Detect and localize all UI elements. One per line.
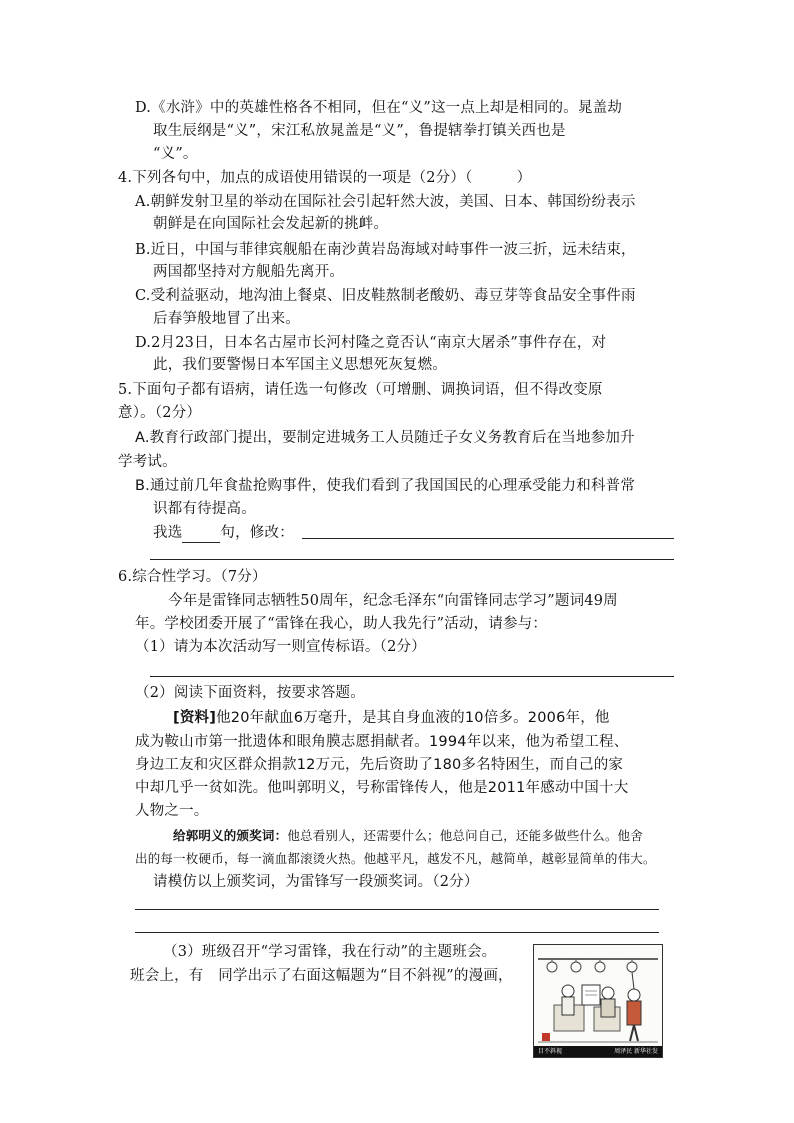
q5-stem-line2: 意）。（2分）: [118, 405, 202, 421]
q5-option-a-line1: A.教育行政部门提出，要制定进城务工人员随迁子女义务教育后在当地参加升: [135, 430, 635, 446]
cartoon-credit: 周泽民 新华社发: [614, 1048, 658, 1055]
q6-imitate-prompt: 请模仿以上颁奖词，为雷锋写一段颁奖词。（2分）: [153, 874, 479, 890]
q6-award-answer-line-1[interactable]: [135, 909, 659, 910]
q6-material-line1: [资料]他20年献血6万毫升，是其自身血液的10倍多。2006年，他: [173, 710, 610, 726]
q5-choose-prefix: 我选: [153, 525, 183, 541]
q6-intro-line1: 今年是雷锋同志牺牲50周年，纪念毛泽东“向雷锋同志学习”题词49周: [168, 593, 618, 609]
q6-sub3-line2: 班会上，有 同学出示了右面这幅题为“目不斜视”的漫画，: [130, 968, 513, 984]
q5-option-b-line1: B.通过前几年食盐抢购事件，使我们看到了我国国民的心理承受能力和科普常: [135, 478, 636, 494]
q4-option-a-line1: A.朝鲜发射卫星的举动在国际社会引起轩然大波，美国、日本、韩国纷纷表示: [135, 194, 636, 210]
q6-slogan-answer-line[interactable]: [150, 676, 674, 677]
q4-option-d-line2: 此，我们要警惕日本军国主义思想死灰复燃。: [153, 357, 447, 373]
q3-option-d-line2: 取生辰纲是“义”，宋江私放晁盖是“义”，鲁提辖拳打镇关西也是: [153, 123, 566, 139]
q4-option-c-line1: C.受利益驱动，地沟油上餐桌、旧皮鞋熬制老酸奶、毒豆芽等食品安全事件雨: [135, 288, 636, 304]
q3-option-d-line1: D.《水浒》中的英雄性格各不相同，但在“义”这一点上却是相同的。晁盖劫: [135, 100, 623, 116]
cartoon-drawing: [534, 945, 662, 1046]
q4-option-b-line1: B.近日，中国与菲律宾舰船在南沙黄岩岛海域对峙事件一波三折，远未结束，: [135, 242, 636, 258]
q5-answer-line-2[interactable]: [150, 559, 674, 560]
q5-option-b-line2: 识都有待提高。: [153, 501, 256, 517]
q6-intro-line2: 年。学校团委开展了“雷锋在我心，助人我先行”活动，请参与：: [135, 616, 548, 632]
q6-award-answer-line-2[interactable]: [135, 932, 659, 933]
q6-stem: 6.综合性学习。（7分）: [118, 569, 267, 585]
cartoon-title: 目不斜视: [538, 1048, 563, 1055]
q6-sub2: （2）阅读下面资料，按要求答题。: [135, 685, 365, 701]
q5-sentence-blank[interactable]: [182, 528, 220, 543]
q4-stem: 4.下列各句中，加点的成语使用错误的一项是（2分）（ ）: [118, 170, 532, 186]
q6-material-label: [资料]: [173, 710, 217, 726]
q5-stem-line1: 5.下面句子都有语病，请任选一句修改（可增删、调换词语，但不得改变原: [118, 382, 603, 398]
q6-award-line2: 出的每一枚硬币，每一滴血都滚烫火热。他越平凡，越发不凡，越简单，越彰显简单的伟大。: [135, 851, 656, 866]
cartoon-caption: [534, 1046, 662, 1057]
q4-option-c-line2: 后春笋般地冒了出来。: [153, 311, 300, 327]
q3-option-d-line3: “义”。: [153, 146, 198, 162]
q4-option-b-line2: 两国都坚持对方舰船先离开。: [153, 264, 345, 280]
q5-option-a-line2: 学考试。: [118, 454, 177, 470]
q6-material-line2: 成为鞍山市第一批遗体和眼角膜志愿捐献者。1994年以来，他为希望工程、: [135, 734, 629, 750]
q6-material-line3: 身边工友和灾区群众捐款12万元，先后资助了180多名特困生，而自己的家: [135, 757, 624, 773]
q6-award-label: 给郭明义的颁奖词：: [173, 828, 288, 843]
q4-option-d-line1: D.2月23日，日本名古屋市长河村隆之竟否认“南京大屠杀”事件存在，对: [135, 335, 607, 351]
q6-sub3-line1: （3）班级召开“学习雷锋，我在行动”的主题班会。: [163, 944, 497, 960]
q5-choose-mid: 句，修改：: [220, 525, 294, 541]
q6-sub1: （1）请为本次活动写一则宣传标语。（2分）: [135, 639, 426, 655]
q5-answer-line-1[interactable]: [302, 538, 674, 539]
cartoon-image: [533, 944, 663, 1058]
q4-option-a-line2: 朝鲜是在向国际社会发起新的挑衅。: [153, 216, 389, 232]
q6-material-line4: 中却几乎一贫如洗。他叫郭明义，号称雷锋传人，他是2011年感动中国十大: [135, 780, 629, 796]
q6-material-line5: 人物之一。: [135, 803, 209, 819]
q5-answer-row: [153, 523, 294, 543]
q6-award-line1: 给郭明义的颁奖词：他总看别人，还需要什么；他总问自己，还能多做些什么。他舍: [173, 828, 643, 843]
